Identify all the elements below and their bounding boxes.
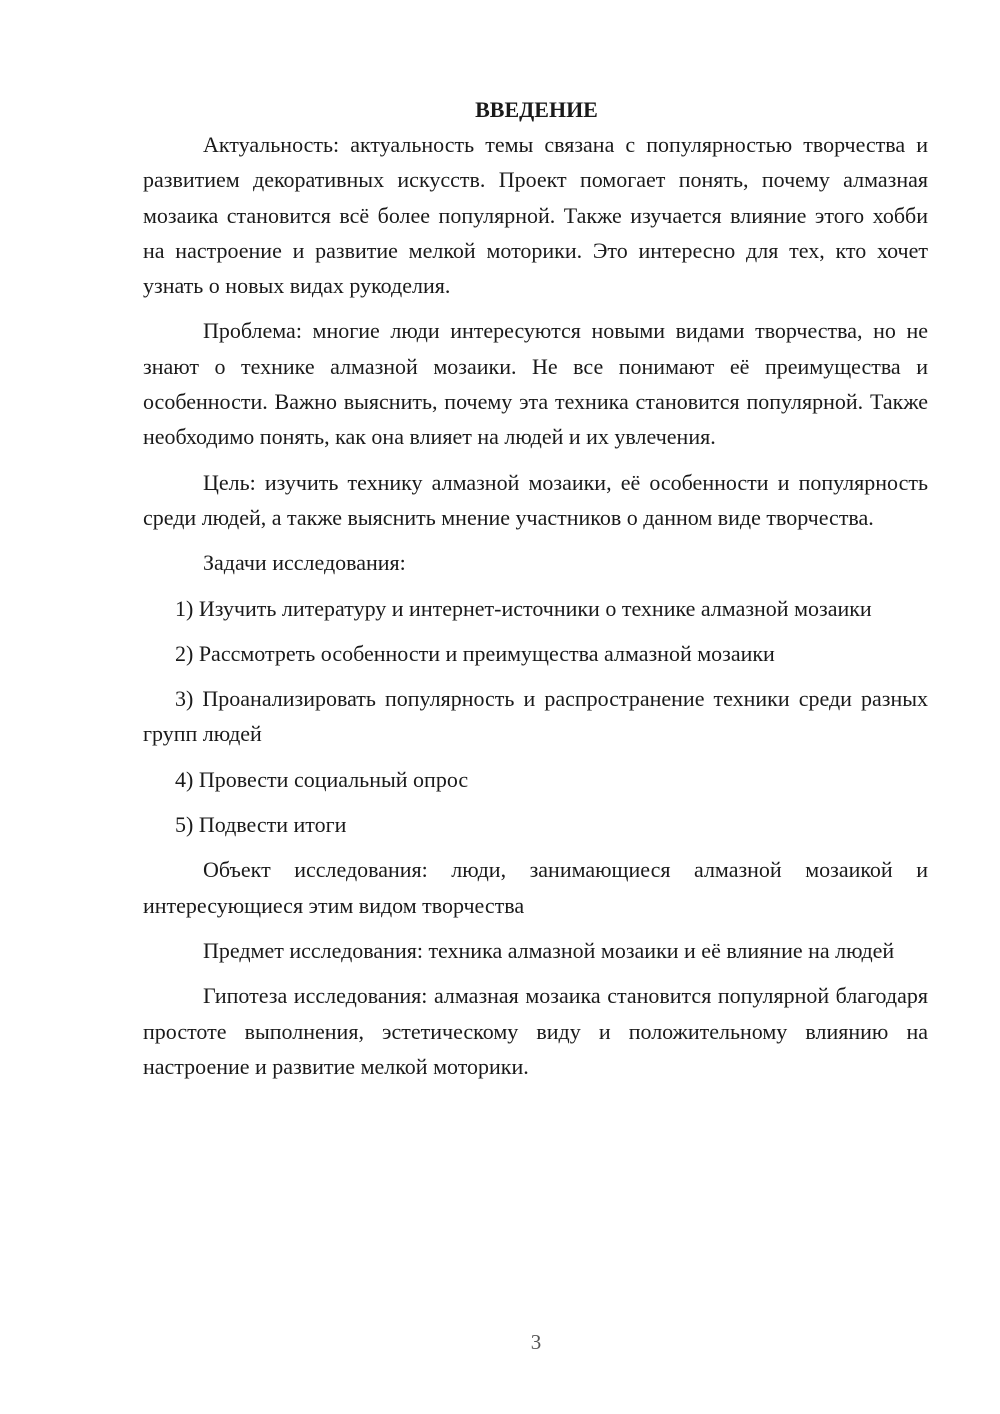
problem-paragraph: Проблема: многие люди интересуются новыми видами творчества, но не знают о технике алмазной мозаики. Не все понимают её преимущества и особенности. Важно выяснить, почему эта техника становится популярной. Также необходимо понять, как она влияет на людей и их увлечения. (143, 318, 928, 450)
task-item: 3) Проанализировать популярность и распространение техники среди разных групп людей (143, 686, 928, 747)
document-page (143, 92, 928, 1084)
object-paragraph: Объект исследования: люди, занимающиеся алмазной мозаикой и интересующиеся этим видом творчества (143, 857, 928, 918)
tasks-list (143, 591, 928, 843)
tasks-heading: Задачи исследования: (203, 550, 406, 576)
hypothesis-paragraph: Гипотеза исследования: алмазная мозаика становится популярной благодаря простоте выполнения, эстетическому виду и положительному влиянию на настроение и развитие мелкой моторики. (143, 983, 928, 1079)
page-number: 3 (530, 1330, 542, 1354)
task-item: 2) Рассмотреть особенности и преимущества алмазной мозаики (175, 640, 775, 666)
page-title: ВВЕДЕНИЕ (475, 97, 598, 122)
task-item: 5) Подвести итоги (175, 812, 347, 838)
relevance-paragraph: Актуальность: актуальность темы связана с популярностью творчества и развитием декоративных искусств. Проект помогает понять, почему алмазная мозаика становится всё более популярной. Также изучается влияние этого хобби на настроение и развитие мелкой моторики. Это интересно для тех, кто хочет узнать о новых видах рукоделия. (143, 132, 928, 299)
task-item: 1) Изучить литературу и интернет-источники о технике алмазной мозаики (175, 595, 872, 621)
subject-paragraph: Предмет исследования: техника алмазной мозаики и её влияние на людей (203, 937, 895, 963)
goal-paragraph: Цель: изучить технику алмазной мозаики, её особенности и популярность среди людей, а также выяснить мнение участников о данном виде творчества. (143, 469, 928, 530)
task-item: 4) Провести социальный опрос (175, 766, 469, 792)
